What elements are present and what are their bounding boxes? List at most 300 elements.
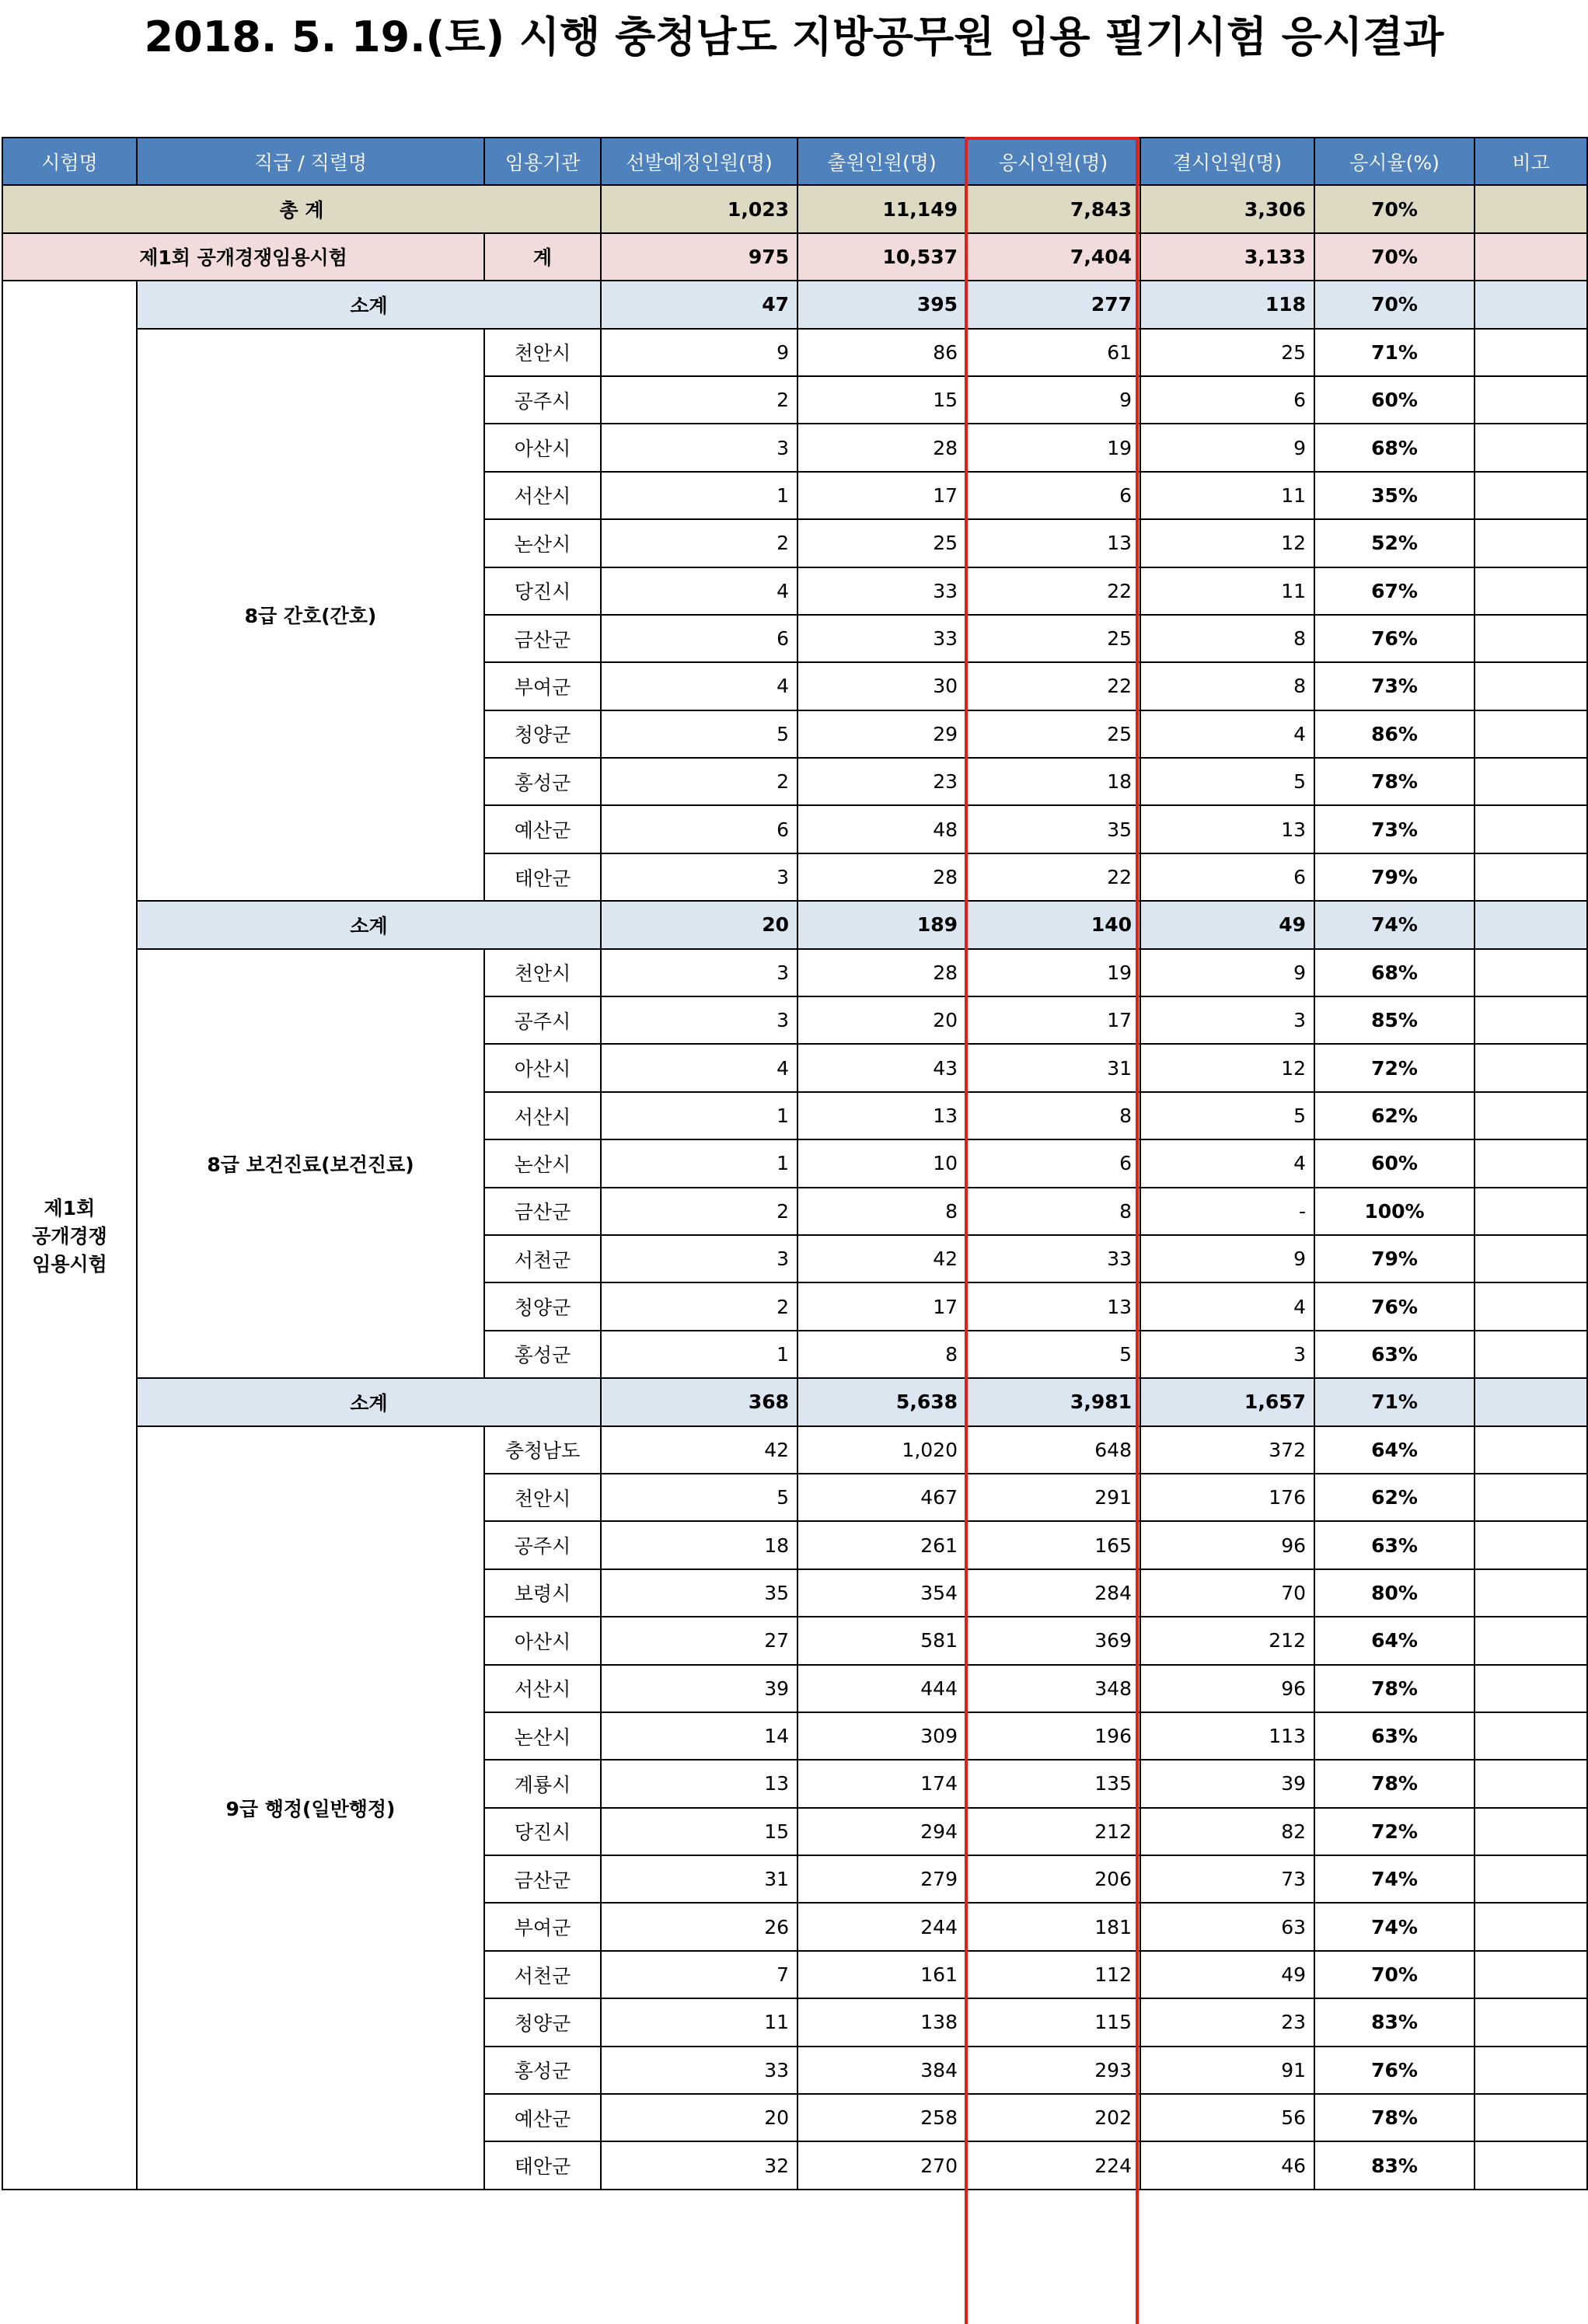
rate-cell: 71% bbox=[1314, 329, 1475, 376]
attended-cell: 369 bbox=[966, 1617, 1140, 1664]
header-planned: 선발예정인원(명) bbox=[601, 138, 797, 185]
org-cell: 예산군 bbox=[484, 2094, 601, 2141]
applied-cell: 86 bbox=[797, 329, 966, 376]
rate-cell: 100% bbox=[1314, 1188, 1475, 1235]
applied-cell: 270 bbox=[797, 2141, 966, 2189]
org-cell: 서산시 bbox=[484, 1092, 601, 1139]
planned-cell: 42 bbox=[601, 1426, 797, 1474]
rate-cell: 73% bbox=[1314, 662, 1475, 710]
applied-cell: 279 bbox=[797, 1855, 966, 1903]
total-row bbox=[2, 185, 1587, 232]
attended-cell: 19 bbox=[966, 424, 1140, 471]
attended-cell: 284 bbox=[966, 1569, 1140, 1617]
exam-name-line: 제1회 bbox=[44, 1196, 96, 1220]
absent-cell: 11 bbox=[1140, 472, 1314, 519]
absent-cell: 5 bbox=[1140, 1092, 1314, 1139]
remarks-cell bbox=[1475, 853, 1587, 901]
rate-cell: 63% bbox=[1314, 1331, 1475, 1378]
exam-name-line: 임용시험 bbox=[32, 1252, 107, 1275]
results-table bbox=[2, 137, 1588, 2190]
absent-cell: 96 bbox=[1140, 1665, 1314, 1712]
table-row bbox=[2, 329, 1587, 376]
header-row bbox=[2, 138, 1587, 185]
attended-cell: 8 bbox=[966, 1092, 1140, 1139]
org-cell: 아산시 bbox=[484, 424, 601, 471]
org-cell: 홍성군 bbox=[484, 758, 601, 805]
absent-cell: 8 bbox=[1140, 615, 1314, 662]
rate-cell: 80% bbox=[1314, 1569, 1475, 1617]
attended-cell: 165 bbox=[966, 1521, 1140, 1569]
rate-cell: 78% bbox=[1314, 1665, 1475, 1712]
planned-cell: 13 bbox=[601, 1760, 797, 1807]
absent-cell: 9 bbox=[1140, 949, 1314, 996]
planned-cell: 11 bbox=[601, 1998, 797, 2046]
subtotal-planned: 368 bbox=[601, 1378, 797, 1425]
total-attended: 7,843 bbox=[966, 185, 1140, 232]
applied-cell: 29 bbox=[797, 710, 966, 758]
absent-cell: 9 bbox=[1140, 424, 1314, 471]
applied-cell: 10 bbox=[797, 1139, 966, 1187]
attended-cell: 35 bbox=[966, 805, 1140, 853]
rate-cell: 60% bbox=[1314, 1139, 1475, 1187]
header-org: 임용기관 bbox=[484, 138, 601, 185]
rate-cell: 52% bbox=[1314, 519, 1475, 567]
subtotal-rate: 71% bbox=[1314, 1378, 1475, 1425]
applied-cell: 294 bbox=[797, 1808, 966, 1855]
planned-cell: 1 bbox=[601, 1139, 797, 1187]
attended-cell: 31 bbox=[966, 1044, 1140, 1091]
remarks-cell bbox=[1475, 1426, 1587, 1474]
attended-cell: 9 bbox=[966, 376, 1140, 424]
total-label: 총 계 bbox=[2, 185, 601, 232]
planned-cell: 4 bbox=[601, 662, 797, 710]
part-applied: 10,537 bbox=[797, 233, 966, 281]
absent-cell: 176 bbox=[1140, 1474, 1314, 1521]
absent-cell: 46 bbox=[1140, 2141, 1314, 2189]
subtotal-rate: 70% bbox=[1314, 281, 1475, 328]
planned-cell: 26 bbox=[601, 1903, 797, 1950]
attended-cell: 115 bbox=[966, 1998, 1140, 2046]
org-cell: 공주시 bbox=[484, 376, 601, 424]
remarks-cell bbox=[1475, 1665, 1587, 1712]
attended-cell: 13 bbox=[966, 1282, 1140, 1330]
attended-cell: 8 bbox=[966, 1188, 1140, 1235]
rate-cell: 64% bbox=[1314, 1617, 1475, 1664]
remarks-cell bbox=[1475, 1855, 1587, 1903]
org-cell: 서천군 bbox=[484, 1951, 601, 1998]
planned-cell: 1 bbox=[601, 472, 797, 519]
attended-cell: 5 bbox=[966, 1331, 1140, 1378]
header-exam-name: 시험명 bbox=[2, 138, 137, 185]
applied-cell: 13 bbox=[797, 1092, 966, 1139]
planned-cell: 4 bbox=[601, 1044, 797, 1091]
planned-cell: 3 bbox=[601, 853, 797, 901]
applied-cell: 42 bbox=[797, 1235, 966, 1282]
remarks-cell bbox=[1475, 1569, 1587, 1617]
absent-cell: 49 bbox=[1140, 1951, 1314, 1998]
applied-cell: 444 bbox=[797, 1665, 966, 1712]
attended-cell: 648 bbox=[966, 1426, 1140, 1474]
subtotal-label: 소계 bbox=[137, 901, 601, 948]
absent-cell: 25 bbox=[1140, 329, 1314, 376]
planned-cell: 32 bbox=[601, 2141, 797, 2189]
applied-cell: 581 bbox=[797, 1617, 966, 1664]
subtotal-rate: 74% bbox=[1314, 901, 1475, 948]
rate-cell: 78% bbox=[1314, 2094, 1475, 2141]
header-applied: 출원인원(명) bbox=[797, 138, 966, 185]
applied-cell: 23 bbox=[797, 758, 966, 805]
org-cell: 금산군 bbox=[484, 1855, 601, 1903]
applied-cell: 258 bbox=[797, 2094, 966, 2141]
rate-cell: 72% bbox=[1314, 1808, 1475, 1855]
rate-cell: 86% bbox=[1314, 710, 1475, 758]
remarks-cell bbox=[1475, 1903, 1587, 1950]
absent-cell: 91 bbox=[1140, 2047, 1314, 2094]
absent-cell: 70 bbox=[1140, 1569, 1314, 1617]
planned-cell: 6 bbox=[601, 615, 797, 662]
remarks-cell bbox=[1475, 1998, 1587, 2046]
rate-cell: 60% bbox=[1314, 376, 1475, 424]
total-applied: 11,149 bbox=[797, 185, 966, 232]
remarks-cell bbox=[1475, 1044, 1587, 1091]
page-title: 2018. 5. 19.(토) 시행 충청남도 지방공무원 임용 필기시험 응시결과 bbox=[144, 12, 1444, 61]
remarks-cell bbox=[1475, 2141, 1587, 2189]
subtotal-absent: 1,657 bbox=[1140, 1378, 1314, 1425]
org-cell: 금산군 bbox=[484, 615, 601, 662]
subtotal-planned: 20 bbox=[601, 901, 797, 948]
part-org: 계 bbox=[484, 233, 601, 281]
org-cell: 보령시 bbox=[484, 1569, 601, 1617]
remarks-cell bbox=[1475, 1139, 1587, 1187]
header-absent: 결시인원(명) bbox=[1140, 138, 1314, 185]
subtotal-attended: 277 bbox=[966, 281, 1140, 328]
org-cell: 천안시 bbox=[484, 949, 601, 996]
subtotal-planned: 47 bbox=[601, 281, 797, 328]
attended-cell: 224 bbox=[966, 2141, 1140, 2189]
attended-cell: 22 bbox=[966, 853, 1140, 901]
remarks-cell bbox=[1475, 615, 1587, 662]
applied-cell: 8 bbox=[797, 1331, 966, 1378]
absent-cell: 23 bbox=[1140, 1998, 1314, 2046]
subtotal-attended: 3,981 bbox=[966, 1378, 1140, 1425]
planned-cell: 3 bbox=[601, 949, 797, 996]
org-cell: 청양군 bbox=[484, 710, 601, 758]
planned-cell: 4 bbox=[601, 567, 797, 615]
applied-cell: 138 bbox=[797, 1998, 966, 2046]
attended-cell: 6 bbox=[966, 1139, 1140, 1187]
attended-cell: 19 bbox=[966, 949, 1140, 996]
absent-cell: 11 bbox=[1140, 567, 1314, 615]
exam-name-cell bbox=[2, 281, 137, 2190]
remarks-cell bbox=[1475, 2047, 1587, 2094]
remarks-cell bbox=[1475, 519, 1587, 567]
planned-cell: 7 bbox=[601, 1951, 797, 1998]
applied-cell: 48 bbox=[797, 805, 966, 853]
planned-cell: 15 bbox=[601, 1808, 797, 1855]
applied-cell: 28 bbox=[797, 949, 966, 996]
absent-cell: 4 bbox=[1140, 1139, 1314, 1187]
rate-cell: 62% bbox=[1314, 1092, 1475, 1139]
org-cell: 부여군 bbox=[484, 1903, 601, 1950]
absent-cell: 6 bbox=[1140, 853, 1314, 901]
rate-cell: 76% bbox=[1314, 615, 1475, 662]
applied-cell: 174 bbox=[797, 1760, 966, 1807]
rate-cell: 64% bbox=[1314, 1426, 1475, 1474]
attended-cell: 291 bbox=[966, 1474, 1140, 1521]
absent-cell: 5 bbox=[1140, 758, 1314, 805]
planned-cell: 33 bbox=[601, 2047, 797, 2094]
attended-cell: 13 bbox=[966, 519, 1140, 567]
attended-cell: 181 bbox=[966, 1903, 1140, 1950]
subtotal-label: 소계 bbox=[137, 281, 601, 328]
rate-cell: 74% bbox=[1314, 1903, 1475, 1950]
remarks-cell bbox=[1475, 1808, 1587, 1855]
remarks-cell bbox=[1475, 949, 1587, 996]
absent-cell: - bbox=[1140, 1188, 1314, 1235]
org-cell: 공주시 bbox=[484, 996, 601, 1044]
org-cell: 천안시 bbox=[484, 329, 601, 376]
planned-cell: 6 bbox=[601, 805, 797, 853]
planned-cell: 2 bbox=[601, 376, 797, 424]
grade-name-cell: 8급 보건진료(보건진료) bbox=[137, 949, 484, 1379]
rate-cell: 83% bbox=[1314, 1998, 1475, 2046]
absent-cell: 12 bbox=[1140, 519, 1314, 567]
planned-cell: 1 bbox=[601, 1092, 797, 1139]
header-rate: 응시율(%) bbox=[1314, 138, 1475, 185]
planned-cell: 14 bbox=[601, 1712, 797, 1760]
org-cell: 계룡시 bbox=[484, 1760, 601, 1807]
subtotal-row bbox=[2, 1378, 1587, 1425]
applied-cell: 28 bbox=[797, 853, 966, 901]
exam-name-line: 공개경쟁 bbox=[32, 1224, 107, 1247]
remarks-cell bbox=[1475, 1282, 1587, 1330]
subtotal-attended: 140 bbox=[966, 901, 1140, 948]
planned-cell: 3 bbox=[601, 424, 797, 471]
part-label: 제1회 공개경쟁임용시험 bbox=[2, 233, 484, 281]
rate-cell: 83% bbox=[1314, 2141, 1475, 2189]
attended-cell: 6 bbox=[966, 472, 1140, 519]
absent-cell: 9 bbox=[1140, 1235, 1314, 1282]
absent-cell: 4 bbox=[1140, 710, 1314, 758]
planned-cell: 31 bbox=[601, 1855, 797, 1903]
org-cell: 태안군 bbox=[484, 2141, 601, 2189]
part-absent: 3,133 bbox=[1140, 233, 1314, 281]
attended-cell: 22 bbox=[966, 567, 1140, 615]
attended-cell: 348 bbox=[966, 1665, 1140, 1712]
part-rate: 70% bbox=[1314, 233, 1475, 281]
org-cell: 태안군 bbox=[484, 853, 601, 901]
absent-cell: 3 bbox=[1140, 1331, 1314, 1378]
planned-cell: 20 bbox=[601, 2094, 797, 2141]
rate-cell: 73% bbox=[1314, 805, 1475, 853]
attended-cell: 293 bbox=[966, 2047, 1140, 2094]
absent-cell: 212 bbox=[1140, 1617, 1314, 1664]
planned-cell: 3 bbox=[601, 996, 797, 1044]
rate-cell: 63% bbox=[1314, 1521, 1475, 1569]
absent-cell: 96 bbox=[1140, 1521, 1314, 1569]
planned-cell: 2 bbox=[601, 758, 797, 805]
absent-cell: 372 bbox=[1140, 1426, 1314, 1474]
attended-cell: 22 bbox=[966, 662, 1140, 710]
rate-cell: 68% bbox=[1314, 424, 1475, 471]
applied-cell: 25 bbox=[797, 519, 966, 567]
applied-cell: 161 bbox=[797, 1951, 966, 1998]
rate-cell: 67% bbox=[1314, 567, 1475, 615]
absent-cell: 13 bbox=[1140, 805, 1314, 853]
applied-cell: 33 bbox=[797, 567, 966, 615]
absent-cell: 8 bbox=[1140, 662, 1314, 710]
attended-cell: 135 bbox=[966, 1760, 1140, 1807]
header-attended: 응시인원(명) bbox=[966, 138, 1140, 185]
part-attended: 7,404 bbox=[966, 233, 1140, 281]
planned-cell: 9 bbox=[601, 329, 797, 376]
absent-cell: 12 bbox=[1140, 1044, 1314, 1091]
planned-cell: 3 bbox=[601, 1235, 797, 1282]
applied-cell: 28 bbox=[797, 424, 966, 471]
table-row bbox=[2, 949, 1587, 996]
remarks-cell bbox=[1475, 376, 1587, 424]
attended-cell: 202 bbox=[966, 2094, 1140, 2141]
org-cell: 금산군 bbox=[484, 1188, 601, 1235]
org-cell: 공주시 bbox=[484, 1521, 601, 1569]
remarks-cell bbox=[1475, 996, 1587, 1044]
subtotal-row bbox=[2, 281, 1587, 328]
attended-cell: 25 bbox=[966, 710, 1140, 758]
grade-name-cell: 8급 간호(간호) bbox=[137, 329, 484, 902]
rate-cell: 79% bbox=[1314, 1235, 1475, 1282]
org-cell: 서산시 bbox=[484, 1665, 601, 1712]
subtotal-applied: 395 bbox=[797, 281, 966, 328]
absent-cell: 63 bbox=[1140, 1903, 1314, 1950]
rate-cell: 35% bbox=[1314, 472, 1475, 519]
applied-cell: 467 bbox=[797, 1474, 966, 1521]
remarks-cell bbox=[1475, 1521, 1587, 1569]
total-absent: 3,306 bbox=[1140, 185, 1314, 232]
applied-cell: 17 bbox=[797, 472, 966, 519]
header-grade: 직급 / 직렬명 bbox=[137, 138, 484, 185]
attended-cell: 61 bbox=[966, 329, 1140, 376]
attended-cell: 17 bbox=[966, 996, 1140, 1044]
org-cell: 예산군 bbox=[484, 805, 601, 853]
applied-cell: 1,020 bbox=[797, 1426, 966, 1474]
applied-cell: 20 bbox=[797, 996, 966, 1044]
applied-cell: 384 bbox=[797, 2047, 966, 2094]
absent-cell: 39 bbox=[1140, 1760, 1314, 1807]
org-cell: 서천군 bbox=[484, 1235, 601, 1282]
org-cell: 홍성군 bbox=[484, 2047, 601, 2094]
part-total-row bbox=[2, 233, 1587, 281]
absent-cell: 4 bbox=[1140, 1282, 1314, 1330]
subtotal-remarks bbox=[1475, 1378, 1587, 1425]
remarks-cell bbox=[1475, 329, 1587, 376]
remarks-cell bbox=[1475, 1760, 1587, 1807]
rate-cell: 78% bbox=[1314, 1760, 1475, 1807]
org-cell: 논산시 bbox=[484, 1712, 601, 1760]
planned-cell: 2 bbox=[601, 1282, 797, 1330]
planned-cell: 5 bbox=[601, 1474, 797, 1521]
subtotal-applied: 5,638 bbox=[797, 1378, 966, 1425]
applied-cell: 354 bbox=[797, 1569, 966, 1617]
remarks-cell bbox=[1475, 1331, 1587, 1378]
attended-cell: 18 bbox=[966, 758, 1140, 805]
remarks-cell bbox=[1475, 1092, 1587, 1139]
rate-cell: 85% bbox=[1314, 996, 1475, 1044]
planned-cell: 5 bbox=[601, 710, 797, 758]
remarks-cell bbox=[1475, 1617, 1587, 1664]
part-remarks bbox=[1475, 233, 1587, 281]
rate-cell: 70% bbox=[1314, 1951, 1475, 1998]
absent-cell: 82 bbox=[1140, 1808, 1314, 1855]
rate-cell: 68% bbox=[1314, 949, 1475, 996]
rate-cell: 63% bbox=[1314, 1712, 1475, 1760]
attended-cell: 212 bbox=[966, 1808, 1140, 1855]
absent-cell: 56 bbox=[1140, 2094, 1314, 2141]
org-cell: 서산시 bbox=[484, 472, 601, 519]
org-cell: 청양군 bbox=[484, 1282, 601, 1330]
table-body bbox=[2, 138, 1587, 2190]
rate-cell: 79% bbox=[1314, 853, 1475, 901]
planned-cell: 27 bbox=[601, 1617, 797, 1664]
remarks-cell bbox=[1475, 805, 1587, 853]
attended-cell: 206 bbox=[966, 1855, 1140, 1903]
remarks-cell bbox=[1475, 2094, 1587, 2141]
planned-cell: 2 bbox=[601, 519, 797, 567]
planned-cell: 1 bbox=[601, 1331, 797, 1378]
part-planned: 975 bbox=[601, 233, 797, 281]
attended-cell: 112 bbox=[966, 1951, 1140, 1998]
planned-cell: 18 bbox=[601, 1521, 797, 1569]
planned-cell: 2 bbox=[601, 1188, 797, 1235]
rate-cell: 72% bbox=[1314, 1044, 1475, 1091]
org-cell: 부여군 bbox=[484, 662, 601, 710]
subtotal-row bbox=[2, 901, 1587, 948]
grade-name-cell: 9급 행정(일반행정) bbox=[137, 1426, 484, 2190]
subtotal-remarks bbox=[1475, 901, 1587, 948]
rate-cell: 76% bbox=[1314, 2047, 1475, 2094]
total-planned: 1,023 bbox=[601, 185, 797, 232]
applied-cell: 33 bbox=[797, 615, 966, 662]
org-cell: 논산시 bbox=[484, 519, 601, 567]
remarks-cell bbox=[1475, 662, 1587, 710]
org-cell: 논산시 bbox=[484, 1139, 601, 1187]
remarks-cell bbox=[1475, 567, 1587, 615]
absent-cell: 73 bbox=[1140, 1855, 1314, 1903]
rate-cell: 78% bbox=[1314, 758, 1475, 805]
remarks-cell bbox=[1475, 710, 1587, 758]
remarks-cell bbox=[1475, 1712, 1587, 1760]
subtotal-absent: 49 bbox=[1140, 901, 1314, 948]
applied-cell: 8 bbox=[797, 1188, 966, 1235]
org-cell: 당진시 bbox=[484, 1808, 601, 1855]
org-cell: 아산시 bbox=[484, 1044, 601, 1091]
subtotal-applied: 189 bbox=[797, 901, 966, 948]
subtotal-label: 소계 bbox=[137, 1378, 601, 1425]
rate-cell: 76% bbox=[1314, 1282, 1475, 1330]
org-cell: 당진시 bbox=[484, 567, 601, 615]
org-cell: 홍성군 bbox=[484, 1331, 601, 1378]
remarks-cell bbox=[1475, 472, 1587, 519]
remarks-cell bbox=[1475, 1188, 1587, 1235]
attended-cell: 196 bbox=[966, 1712, 1140, 1760]
total-rate: 70% bbox=[1314, 185, 1475, 232]
attended-cell: 33 bbox=[966, 1235, 1140, 1282]
applied-cell: 309 bbox=[797, 1712, 966, 1760]
applied-cell: 17 bbox=[797, 1282, 966, 1330]
org-cell: 청양군 bbox=[484, 1998, 601, 2046]
rate-cell: 74% bbox=[1314, 1855, 1475, 1903]
total-remarks bbox=[1475, 185, 1587, 232]
remarks-cell bbox=[1475, 424, 1587, 471]
